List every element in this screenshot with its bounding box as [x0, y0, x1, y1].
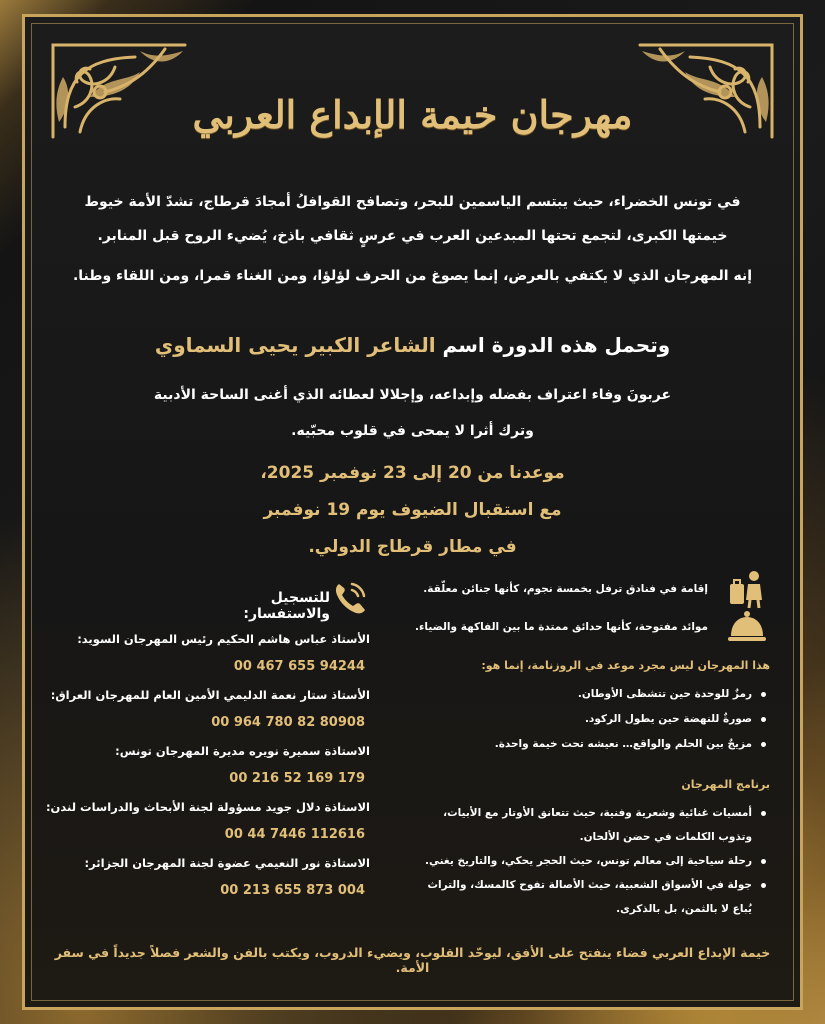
festival-is-list: [420, 682, 770, 757]
contact-phone[interactable]: 00 467 655 94244: [233, 659, 365, 674]
contact-item: [40, 852, 370, 908]
contact-name: الأستاذ عباس هاشم الحكيم رئيس المهرجان السويد:: [77, 632, 370, 646]
contact-list: [40, 628, 370, 908]
edition-prefix: وتحمل هذه الدورة اسم: [442, 333, 671, 357]
program-list: [420, 801, 770, 921]
contact-phone[interactable]: 00 44 7446 112616: [224, 827, 365, 842]
details-column: [415, 570, 770, 921]
list-item: رحلة سياحية إلى معالم تونس، حيث الحجر يحكي، والتاريخ يغني.: [420, 849, 770, 873]
list-item: مزيجٌ بين الحلم والواقع… نعيشه تحت خيمة واحدة.: [420, 732, 770, 757]
contact-name: الاستاذة نور النعيمي عضوة لجنة المهرجان الجزائر:: [84, 856, 370, 870]
contact-phone[interactable]: 00 213 655 873 004: [220, 883, 365, 898]
dates-line-1: موعدنا من 20 إلى 23 نوفمبر 2025،: [260, 463, 565, 483]
contact-name: الاستاذة دلال جويد مسؤولة لجنة الأبحاث والدراسات لندن:: [45, 800, 370, 814]
honoree-name: الشاعر الكبير يحيى السماوي: [154, 333, 436, 357]
amenity-hotel-text: إقامة في فنادق ترفل بخمسة نجوم، كأنها جنائن معلّقة.: [423, 583, 708, 595]
contact-name: الاستاذة سميرة نويره مديرة المهرجان تونس:: [115, 744, 370, 758]
registration-title: للتسجيل والاستفسار:: [243, 590, 330, 622]
contact-phone[interactable]: 00 216 52 169 179: [229, 771, 365, 786]
tribute-text: [60, 377, 765, 449]
amenity-dining-text: موائد مفتوحة، كأنها حدائق ممتدة ما بين الفاكهة والضياء.: [415, 621, 708, 633]
list-item: جولة في الأسواق الشعبية، حيث الأصالة تفوح كالمسك، والتراث يُباع لا بالثمن، بل بالذكرى.: [420, 873, 770, 921]
page-title: مهرجان خيمة الإبداع العربي: [192, 92, 633, 137]
tribute-line-1: عربونَ وفاء اعتراف بفضله وإبداعه، وإجلالا لعطائه الذي أغنى الساحة الأدبية: [153, 387, 672, 403]
serving-cloche-icon: [724, 604, 770, 650]
dates-line-3: في مطار قرطاج الدولي.: [308, 537, 517, 557]
intro-text: [70, 185, 755, 299]
intro-paragraph-2: إنه المهرجان الذي لا يكتفي بالعرض، إنما يصوغ من الحرف لؤلؤا، ومن الغناء قمرا، ومن اللقاء وطنا.: [72, 268, 752, 284]
phone-icon: [330, 578, 370, 618]
list-item: أمسيات غنائية وشعرية وفنية، حيث تتعانق الأوتار مع الأبيات، وتذوب الكلمات في حضن الألحان.: [420, 801, 770, 849]
footer-text: خيمة الإبداع العربي فضاء ينفتح على الأفق، ليوحّد القلوب، ويضيء الدروب، ويكتب بالفن والشعر فصلاً جديداً في سفر الأمة.: [54, 945, 771, 975]
contact-item: [40, 740, 370, 796]
amenity-hotel: [420, 570, 770, 608]
intro-paragraph-1: في تونس الخضراء، حيث يبتسم الياسمين للبحر، وتصافح القوافلُ أمجادَ قرطاج، تشدّ الأمة خيوط خيمتها الكبرى، لتجمع تحتها المبدعين العرب في عرسٍ ثقافي باذخ، يُضيء الروح قبل المنابر.: [84, 194, 741, 244]
festival-is-heading: هذا المهرجان ليس مجرد موعد في الروزنامة، إنما هو:: [481, 659, 770, 672]
edition-dedication: [60, 333, 765, 357]
dates-block: [60, 455, 765, 566]
contact-item: [40, 796, 370, 852]
contact-name: الأستاذ ستار نعمة الدليمي الأمين العام للمهرجان العراق:: [50, 688, 370, 702]
program-heading: برنامج المهرجان: [681, 778, 770, 791]
amenity-dining: [415, 608, 770, 646]
list-item: صورةٌ للنهضة حين يطول الركود.: [420, 707, 770, 732]
contact-item: [40, 684, 370, 740]
tribute-line-2: وترك أثرا لا يمحى في قلوب محبّيه.: [291, 423, 534, 439]
contact-item: [40, 628, 370, 684]
list-item: رمزٌ للوحدة حين تتشظى الأوطان.: [420, 682, 770, 707]
contact-phone[interactable]: 00 964 780 82 80908: [211, 715, 365, 730]
dates-line-2: مع استقبال الضيوف يوم 19 نوفمبر: [263, 500, 562, 520]
